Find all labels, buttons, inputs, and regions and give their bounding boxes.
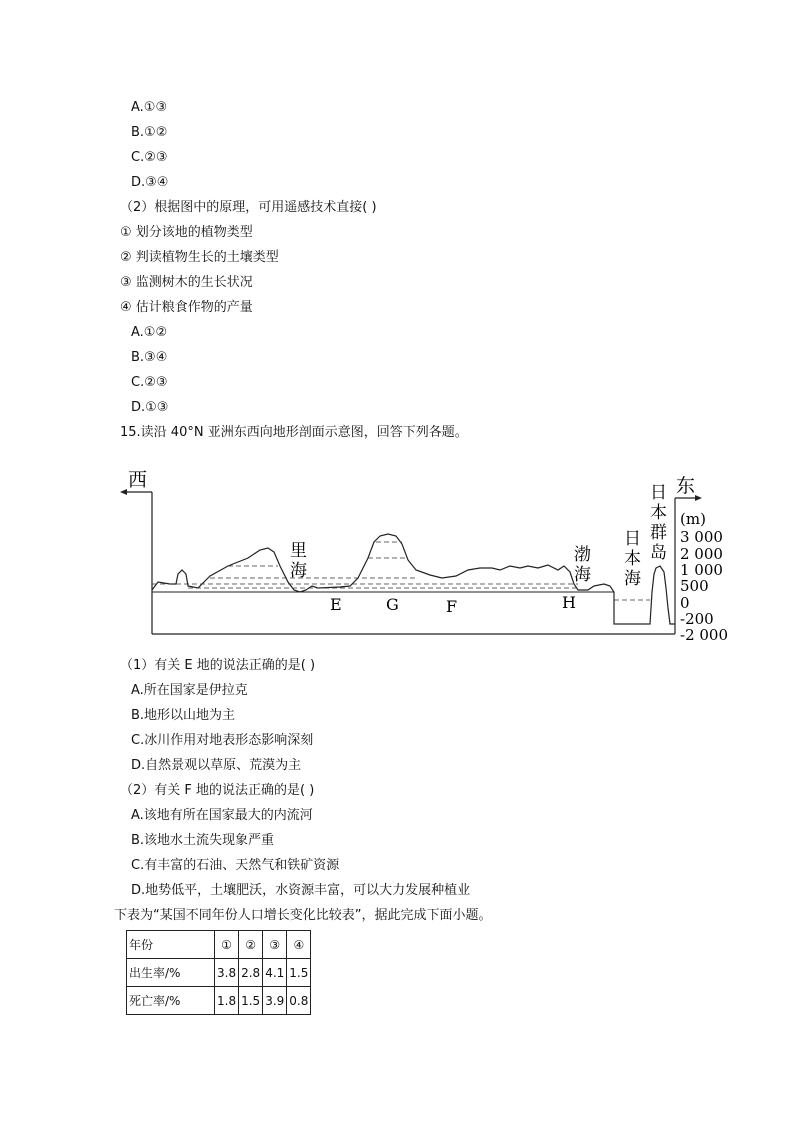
option-b: B.地形以山地为主 — [131, 708, 236, 723]
japan-sea-char-3: 海 — [624, 569, 641, 589]
option-d: D.自然景观以草原、荒漠为主 — [131, 758, 302, 773]
caspian-char-2: 海 — [290, 561, 307, 581]
statement-1: ① 划分该地的植物类型 — [120, 225, 253, 240]
question-stem: （1）有关 E 地的说法正确的是( ) — [120, 658, 316, 673]
option-c: C.冰川作用对地表形态影响深刻 — [131, 733, 314, 748]
terrain-profile-figure — [118, 462, 743, 651]
caspian-label — [290, 541, 307, 581]
east-arrowhead — [695, 495, 702, 501]
japan-islands-char-4: 岛 — [650, 543, 667, 563]
cell: 2.8 — [239, 959, 263, 987]
japan-sea-char-1: 日 — [624, 529, 641, 549]
row-label-death-rate: 死亡率/% — [127, 987, 215, 1015]
option-a: A.①② — [131, 325, 168, 340]
statement-3: ③ 监测树木的生长状况 — [120, 275, 253, 290]
bohai-char-2: 海 — [574, 565, 591, 585]
west-arrowhead — [120, 489, 127, 495]
japan-sea-char-2: 本 — [624, 549, 641, 569]
japan-islands-char-1: 日 — [650, 483, 667, 503]
unit-label: (m) — [680, 510, 706, 528]
header-col-2: ② — [239, 931, 263, 959]
option-b: B.①② — [131, 125, 168, 140]
cell: 3.8 — [215, 959, 239, 987]
cell: 1.5 — [239, 987, 263, 1015]
question-stem: （2）有关 F 地的说法正确的是( ) — [120, 783, 315, 798]
table-row — [127, 987, 311, 1015]
option-a: A.①③ — [131, 100, 168, 115]
option-c: C.②③ — [131, 150, 168, 165]
west-label: 西 — [128, 469, 148, 491]
question-stem: 15.读沿 40°N 亚洲东西向地形剖面示意图，回答下列各题。 — [120, 425, 468, 440]
option-b: B.该地水土流失现象严重 — [131, 833, 275, 848]
option-d: D.①③ — [131, 400, 169, 415]
japan-sea-label — [624, 529, 641, 589]
bohai-char-1: 渤 — [574, 545, 591, 565]
header-col-4: ④ — [287, 931, 311, 959]
population-table — [126, 930, 311, 1015]
cell: 0.8 — [287, 987, 311, 1015]
japan-islands-char-2: 本 — [650, 503, 667, 523]
terrain-profile-line — [152, 534, 675, 624]
table-header-row — [127, 931, 311, 959]
east-label: 东 — [676, 475, 696, 497]
option-b: B.③④ — [131, 350, 168, 365]
elevation-3000: 3 000 — [680, 528, 723, 546]
elevation-minus-2000: -2 000 — [680, 626, 729, 644]
bohai-label — [574, 545, 591, 585]
point-f-label: F — [446, 597, 458, 616]
option-a: A.该地有所在国家最大的内流河 — [131, 808, 313, 823]
table-intro: 下表为“某国不同年份人口增长变化比较表”，据此完成下面小题。 — [114, 908, 492, 923]
point-h-label: H — [562, 593, 576, 612]
japan-islands-char-3: 群 — [650, 523, 667, 543]
japan-islands-label — [650, 483, 667, 563]
cell: 3.9 — [263, 987, 287, 1015]
header-col-3: ③ — [263, 931, 287, 959]
point-e-label: E — [330, 595, 342, 614]
elevation-minus-200: -200 — [680, 610, 714, 628]
cell: 4.1 — [263, 959, 287, 987]
option-d: D.③④ — [131, 175, 169, 190]
option-d: D.地势低平，土壤肥沃，水资源丰富，可以大力发展种植业 — [131, 883, 471, 898]
statement-2: ② 判读植物生长的土壤类型 — [120, 250, 279, 265]
elevation-0: 0 — [680, 594, 690, 612]
cell: 1.5 — [287, 959, 311, 987]
row-label-birth-rate: 出生率/% — [127, 959, 215, 987]
caspian-char-1: 里 — [290, 541, 307, 561]
cell: 1.8 — [215, 987, 239, 1015]
statement-4: ④ 估计粮食作物的产量 — [120, 300, 253, 315]
table-row — [127, 959, 311, 987]
option-a: A.所在国家是伊拉克 — [131, 683, 248, 698]
elevation-2000: 2 000 — [680, 545, 723, 563]
elevation-1000: 1 000 — [680, 561, 723, 579]
point-g-label: G — [386, 595, 399, 614]
option-c: C.有丰富的石油、天然气和铁矿资源 — [131, 858, 340, 873]
option-c: C.②③ — [131, 375, 168, 390]
question-stem: （2）根据图中的原理，可用遥感技术直接( ) — [120, 200, 377, 215]
header-col-1: ① — [215, 931, 239, 959]
elevation-500: 500 — [680, 577, 709, 595]
header-year: 年份 — [127, 931, 215, 959]
terrain-profile-svg — [118, 462, 743, 647]
